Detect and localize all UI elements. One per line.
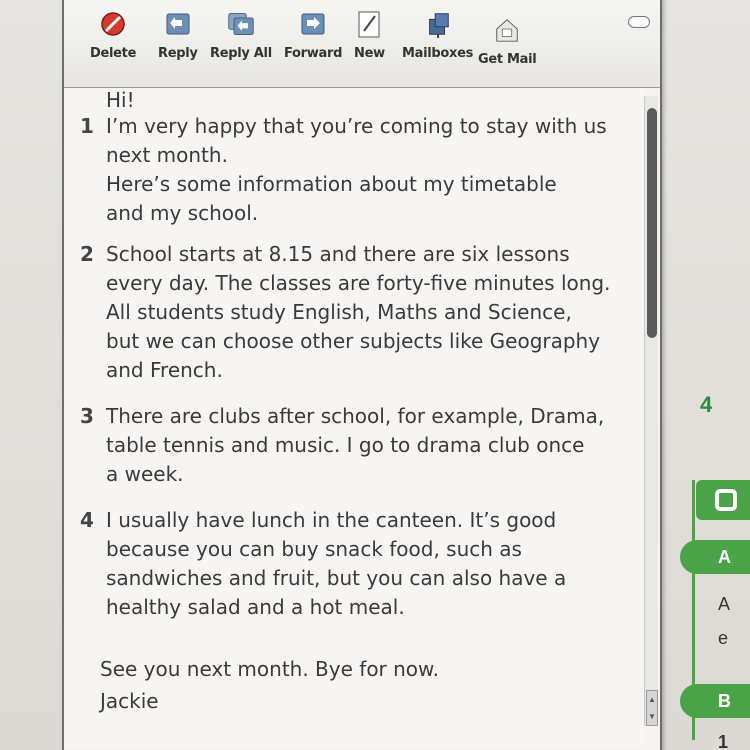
forward-button[interactable]: [284, 10, 342, 61]
paragraph-2: [80, 240, 640, 385]
get-mail-icon: [493, 16, 521, 44]
paragraph-line: but we can choose other subjects like Geography: [106, 329, 601, 353]
reply-icon: [164, 10, 192, 38]
toolbar-toggle-button[interactable]: [628, 16, 650, 28]
paragraph-line: next month.: [106, 143, 228, 167]
paragraph-number: 2: [80, 242, 94, 266]
paragraph-line: I usually have lunch in the canteen. It’s good: [106, 508, 557, 532]
scroll-arrows[interactable]: [646, 690, 658, 726]
side-text-a: A: [718, 594, 731, 614]
paragraph-4: [80, 506, 640, 622]
paragraph-line: Here’s some information about my timetable: [106, 172, 557, 196]
mailboxes-icon: [424, 10, 452, 38]
paragraph-line: School starts at 8.15 and there are six lessons: [106, 242, 570, 266]
delete-icon: [99, 10, 127, 38]
forward-label: Forward: [284, 46, 343, 61]
get-mail-button[interactable]: [478, 16, 536, 67]
reply-all-button[interactable]: [210, 10, 272, 61]
paragraph-line: I’m very happy that you’re coming to stay with us: [106, 114, 607, 138]
reply-label: Reply: [158, 46, 198, 61]
closing-line: See you next month. Bye for now.: [100, 657, 439, 681]
mailboxes-label: Mailboxes: [402, 46, 474, 61]
delete-button[interactable]: [90, 10, 136, 61]
email-window: [62, 0, 662, 750]
delete-label: Delete: [90, 46, 137, 61]
paragraph-line: table tennis and music. I go to drama club once: [106, 433, 585, 457]
section-tab-a: A: [680, 540, 750, 574]
reply-all-label: Reply All: [210, 46, 272, 61]
side-text-1: 1: [718, 732, 729, 750]
scroll-thumb[interactable]: [647, 108, 657, 338]
scroll-up-icon[interactable]: ▲: [648, 695, 656, 704]
reply-all-icon: [227, 10, 255, 38]
vertical-scrollbar[interactable]: [644, 96, 658, 726]
new-label: New: [354, 46, 385, 61]
mailboxes-button[interactable]: [402, 10, 473, 61]
section-tab-b: B: [680, 684, 750, 718]
email-toolbar: [64, 0, 660, 88]
greeting: Hi!: [106, 88, 135, 112]
paragraph-line: There are clubs after school, for example, Drama,: [106, 404, 605, 428]
paragraph-line: All students study English, Maths and Science,: [106, 300, 572, 324]
paragraph-line: and French.: [106, 358, 223, 382]
paragraph-3: [80, 402, 640, 489]
paragraph-line: healthy salad and a hot meal.: [106, 595, 405, 619]
paragraph-number: 1: [80, 114, 94, 138]
paragraph-number: 4: [80, 508, 94, 532]
paragraph-line: and my school.: [106, 201, 259, 225]
new-message-button[interactable]: [354, 10, 385, 61]
exercise-number: 4: [700, 392, 713, 417]
new-icon: [355, 10, 383, 38]
signature: Jackie: [100, 689, 159, 713]
paragraph-line: every day. The classes are forty-five minutes long.: [106, 271, 611, 295]
message-body: [64, 88, 646, 748]
paragraph-line: sandwiches and fruit, but you can also have a: [106, 566, 567, 590]
get-mail-label: Get Mail: [478, 52, 537, 67]
paragraph-line: a week.: [106, 462, 184, 486]
section-icon: [696, 480, 750, 520]
paragraph-number: 3: [80, 404, 94, 428]
side-text-e: e: [718, 628, 729, 648]
forward-icon: [299, 10, 327, 38]
paragraph-line: because you can buy snack food, such as: [106, 537, 522, 561]
scroll-down-icon[interactable]: ▼: [648, 712, 656, 721]
paragraph-1: [80, 112, 640, 228]
reply-button[interactable]: [158, 10, 198, 61]
